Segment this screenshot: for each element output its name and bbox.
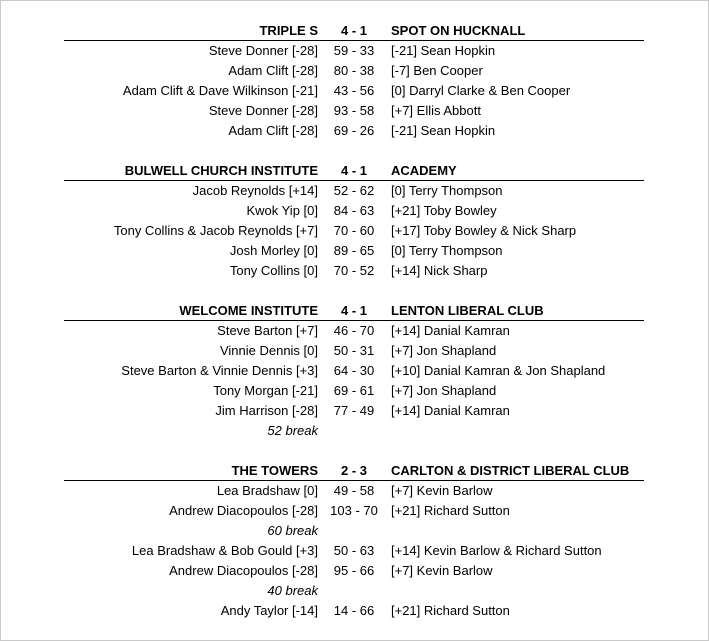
frame-score: 84 - 63 bbox=[333, 203, 375, 218]
break-note-row bbox=[0, 521, 709, 541]
home-player: Tony Morgan [-21] bbox=[213, 383, 318, 398]
home-team: WELCOME INSTITUTE bbox=[179, 303, 318, 318]
frame-row bbox=[0, 101, 709, 121]
home-player: Kwok Yip [0] bbox=[246, 203, 318, 218]
frame-row bbox=[0, 261, 709, 281]
home-player: Josh Morley [0] bbox=[229, 243, 318, 258]
home-team: BULWELL CHURCH INSTITUTE bbox=[124, 163, 318, 178]
frame-row bbox=[0, 541, 709, 561]
match-score: 2 - 3 bbox=[340, 463, 367, 478]
away-player: [+7] Ellis Abbott bbox=[391, 103, 481, 118]
frame-score: 59 - 33 bbox=[333, 43, 375, 58]
frame-score: 64 - 30 bbox=[333, 363, 375, 378]
home-team: TRIPLE S bbox=[259, 23, 318, 38]
away-team: CARLTON & DISTRICT LIBERAL CLUB bbox=[391, 463, 630, 478]
away-player: [-7] Ben Cooper bbox=[391, 63, 483, 78]
frame-score: 49 - 58 bbox=[333, 483, 375, 498]
home-player: Tony Collins [0] bbox=[229, 263, 318, 278]
home-player: Steve Barton & Vinnie Dennis [+3] bbox=[121, 363, 318, 378]
match-header bbox=[0, 301, 709, 321]
home-player: Jacob Reynolds [+14] bbox=[192, 183, 318, 198]
frame-row bbox=[0, 481, 709, 501]
away-player: [0] Terry Thompson bbox=[391, 183, 503, 198]
frame-row bbox=[0, 501, 709, 521]
frame-score: 70 - 60 bbox=[333, 223, 375, 238]
frame-row bbox=[0, 41, 709, 61]
away-player: [+14] Nick Sharp bbox=[391, 263, 488, 278]
match-header bbox=[0, 161, 709, 181]
break-note: 60 break bbox=[267, 523, 318, 538]
away-player: [+7] Kevin Barlow bbox=[391, 483, 493, 498]
frame-row bbox=[0, 181, 709, 201]
match-header bbox=[0, 461, 709, 481]
frame-row bbox=[0, 381, 709, 401]
frame-row bbox=[0, 341, 709, 361]
away-player: [+10] Danial Kamran & Jon Shapland bbox=[391, 363, 606, 378]
away-player: [+14] Kevin Barlow & Richard Sutton bbox=[391, 543, 602, 558]
frame-row bbox=[0, 601, 709, 621]
match-header bbox=[0, 21, 709, 41]
away-player: [+7] Jon Shapland bbox=[391, 343, 497, 358]
away-team: LENTON LIBERAL CLUB bbox=[391, 303, 544, 318]
home-player: Andrew Diacopoulos [-28] bbox=[169, 503, 318, 518]
home-team: THE TOWERS bbox=[231, 463, 318, 478]
away-player: [+7] Jon Shapland bbox=[391, 383, 497, 398]
break-note: 40 break bbox=[267, 583, 318, 598]
away-player: [+17] Toby Bowley & Nick Sharp bbox=[391, 223, 577, 238]
frame-row bbox=[0, 361, 709, 381]
frame-row bbox=[0, 401, 709, 421]
home-player: Tony Collins & Jacob Reynolds [+7] bbox=[113, 223, 318, 238]
frame-score: 69 - 26 bbox=[333, 123, 375, 138]
frame-score: 69 - 61 bbox=[333, 383, 375, 398]
home-player: Adam Clift [-28] bbox=[228, 63, 318, 78]
match-score: 4 - 1 bbox=[340, 23, 367, 38]
home-player: Steve Donner [-28] bbox=[208, 43, 318, 58]
away-player: [0] Terry Thompson bbox=[391, 243, 503, 258]
frame-score: 50 - 63 bbox=[333, 543, 375, 558]
frame-row bbox=[0, 61, 709, 81]
frame-row bbox=[0, 121, 709, 141]
match-score: 4 - 1 bbox=[340, 303, 367, 318]
home-player: Steve Donner [-28] bbox=[208, 103, 318, 118]
break-note-row bbox=[0, 581, 709, 601]
frame-row bbox=[0, 221, 709, 241]
frame-row bbox=[0, 81, 709, 101]
home-player: Adam Clift & Dave Wilkinson [-21] bbox=[122, 83, 318, 98]
away-player: [+7] Kevin Barlow bbox=[391, 563, 493, 578]
home-player: Lea Bradshaw & Bob Gould [+3] bbox=[131, 543, 318, 558]
away-team: ACADEMY bbox=[391, 163, 457, 178]
home-player: Andrew Diacopoulos [-28] bbox=[169, 563, 318, 578]
frame-score: 70 - 52 bbox=[333, 263, 375, 278]
frame-score: 103 - 70 bbox=[330, 503, 378, 518]
home-player: Steve Barton [+7] bbox=[217, 323, 318, 338]
frame-score: 95 - 66 bbox=[333, 563, 375, 578]
away-player: [+14] Danial Kamran bbox=[391, 403, 510, 418]
break-note: 52 break bbox=[267, 423, 318, 438]
frame-row bbox=[0, 201, 709, 221]
frame-row bbox=[0, 241, 709, 261]
frame-score: 93 - 58 bbox=[333, 103, 375, 118]
frame-score: 14 - 66 bbox=[333, 603, 375, 618]
frame-score: 46 - 70 bbox=[333, 323, 375, 338]
home-player: Jim Harrison [-28] bbox=[215, 403, 318, 418]
frame-score: 50 - 31 bbox=[333, 343, 375, 358]
away-player: [+21] Richard Sutton bbox=[391, 503, 510, 518]
home-player: Lea Bradshaw [0] bbox=[216, 483, 318, 498]
home-player: Adam Clift [-28] bbox=[228, 123, 318, 138]
match-score: 4 - 1 bbox=[340, 163, 367, 178]
home-player: Andy Taylor [-14] bbox=[220, 603, 318, 618]
away-player: [+14] Danial Kamran bbox=[391, 323, 510, 338]
away-player: [+21] Toby Bowley bbox=[391, 203, 497, 218]
frame-score: 43 - 56 bbox=[333, 83, 375, 98]
away-player: [0] Darryl Clarke & Ben Cooper bbox=[391, 83, 571, 98]
frame-row bbox=[0, 321, 709, 341]
frame-score: 77 - 49 bbox=[333, 403, 375, 418]
frame-row bbox=[0, 561, 709, 581]
break-note-row bbox=[0, 421, 709, 441]
frame-score: 89 - 65 bbox=[333, 243, 375, 258]
away-player: [+21] Richard Sutton bbox=[391, 603, 510, 618]
home-player: Vinnie Dennis [0] bbox=[219, 343, 318, 358]
away-player: [-21] Sean Hopkin bbox=[391, 123, 496, 138]
frame-score: 52 - 62 bbox=[333, 183, 375, 198]
frame-score: 80 - 38 bbox=[333, 63, 375, 78]
away-team: SPOT ON HUCKNALL bbox=[391, 23, 526, 38]
away-player: [-21] Sean Hopkin bbox=[391, 43, 496, 58]
